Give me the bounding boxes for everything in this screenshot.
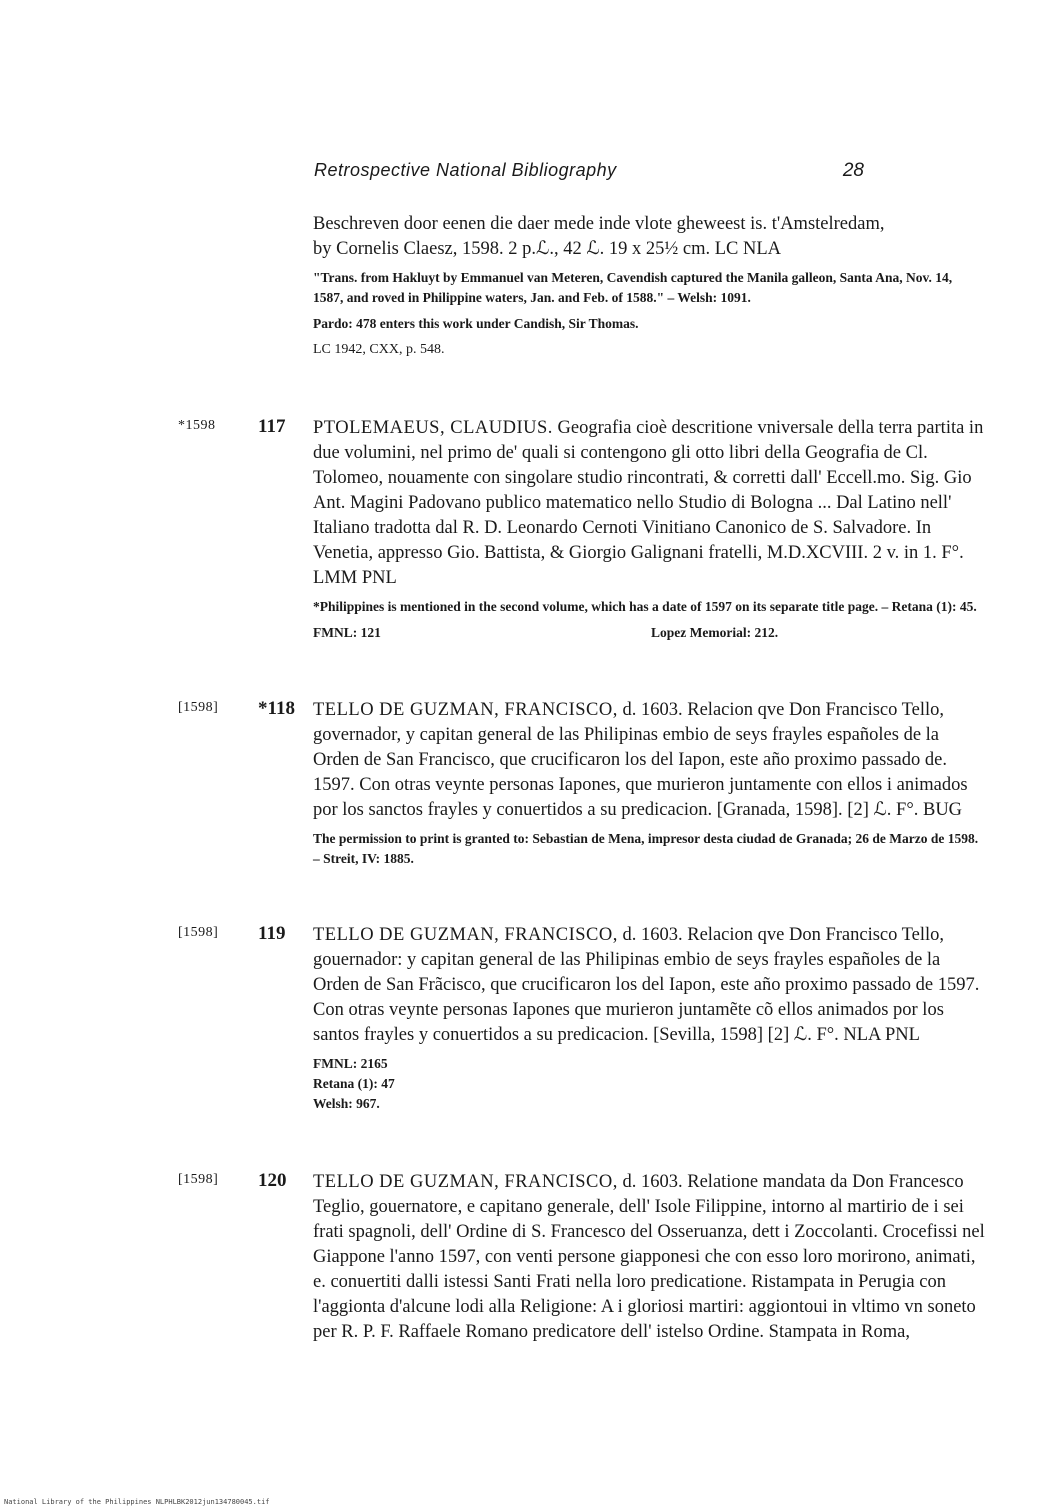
entry-body [313, 212, 985, 360]
entry-year: *1598 [178, 418, 216, 433]
entry-author: TELLO DE GUZMAN, FRANCISCO, [313, 1172, 618, 1192]
reference-line: Retana (1): 47 [313, 1076, 395, 1091]
entry-text [313, 923, 985, 1048]
continuation-note-2: Pardo: 478 enters this work under Candish, Sir Thomas. [313, 316, 639, 331]
reference-line: Welsh: 967. [313, 1096, 380, 1111]
entry-description: d. 1603. Relatione mandata da Don Francesco Teglio, gouernatore, e capitano generale, dell' Isole Filippine, intorno al martirio de i sei frati spagnoli, dell' Ordine di S. Francesco del Osseruanza, dett i Zoccolanti. Crocefissi nel Giappone l'anno 1597, con venti persone giapponesi che con esso loro morirono, animati, e. conuertiti dalli istessi Santi Frati nella loro predicatione. Ristampata in Perugia con l'aggionta d'alcune lodi alla Religione: A i gloriosi martiri: aggiontoui in vltimo vn soneto per R. P. F. Raffaele Romano predicatore dell' istelso Ordine. Stampata in Roma, [313, 1172, 985, 1342]
entry-number: 117 [258, 416, 286, 437]
reference-line: FMNL: 2165 [313, 1056, 388, 1071]
running-header [314, 160, 874, 186]
entry-author: PTOLEMAEUS, CLAUDIUS. [313, 418, 553, 438]
entry-text [313, 698, 985, 823]
entry-note: *Philippines is mentioned in the second volume, which has a date of 1597 on its separate title page. – Retana (1): 45. [313, 599, 977, 614]
entry-text [313, 416, 985, 591]
header-title: Retrospective National Bibliography [314, 160, 617, 180]
entry-description: Geografia cioè descritione vniversale della terra partita in due volumini, nel primo de' quali si contengono gli otto libri della Geografia de Cl. Tolomeo, nouamente con singolare studio rincontrati, & corretti dall' Eccell.mo. Sig. Gio Ant. Magini Padovano publico matematico nello Studio di Bologna ... Dal Latino nell' Italiano tradotta dal R. D. Leonardo Cernoti Vinitiano Canonico de S. Salvadore. In Venetia, appresso Gio. Battista, & Giorgio Galignani fratelli, M.D.XCVIII. 2 v. in 1. F°. LMM PNL [313, 418, 984, 588]
entry-year: [1598] [178, 700, 219, 715]
entry-body [313, 698, 985, 869]
reference-left: FMNL: 121 [313, 625, 381, 640]
entry-description: d. 1603. Relacion qve Don Francisco Tello, governador, y capitan general de las Philipinas embio de seys frayles españoles de la Orden de San Francisco, que crucificaron los del Iapon, este año proximo passado de. 1597. Con otras veynte personas Iapones, que murieron juntamente con ellos i animados por los sanctos frayles y conuertidos a su predicacion. [Granada, 1598]. [2] ℒ. F°. BUG [313, 700, 968, 820]
continuation-line-1: Beschreven door eenen die daer mede inde vlote gheweest is. t'Amstelredam, [313, 214, 885, 234]
entry-number: 119 [258, 923, 286, 944]
reference-right: Lopez Memorial: 212. [651, 625, 779, 640]
entry-body [313, 1170, 985, 1345]
continuation-line-2: by Cornelis Claesz, 1598. 2 p.ℒ., 42 ℒ. 19 x 25½ cm. LC NLA [313, 239, 782, 259]
entry-year: [1598] [178, 925, 219, 940]
entry-text [313, 1170, 985, 1345]
scan-footer: National Library of the Philippines NLPHLBK2012jun134780045.tif [4, 1498, 270, 1506]
entry-note: The permission to print is granted to: Sebastian de Mena, impresor desta ciudad de Granada; 26 de Marzo de 1598. – Streit, IV: 1885. [313, 831, 979, 866]
entry-number: *118 [258, 698, 295, 719]
continuation-note-3: LC 1942, CXX, p. 548. [313, 342, 445, 357]
entry-body [313, 416, 985, 645]
continuation-note-1: "Trans. from Hakluyt by Emmanuel van Meteren, Cavendish captured the Manila galleon, Santa Ana, Nov. 14, 1587, and roved in Philippine waters, Jan. and Feb. of 1588." – Welsh: 1091. [313, 270, 953, 305]
entry-number: 120 [258, 1170, 287, 1191]
entry-description: d. 1603. Relacion qve Don Francisco Tello, gouernador: y capitan general de las Philipinas embio de seys frayles españoles de la Orden de San Frãcisco, que crucificaron los del Iapon, este año proximo passado de 1597. Con otras veynte personas Iapones que murieron juntamẽte cõ ellos animados por los santos frayles y conuertidos a su predicacion. [Sevilla, 1598] [2] ℒ. F°. NLA PNL [313, 925, 980, 1045]
entry-references [313, 1054, 985, 1114]
entry-author: TELLO DE GUZMAN, FRANCISCO, [313, 700, 618, 720]
page-number: 28 [842, 160, 864, 181]
entry-year: [1598] [178, 1172, 219, 1187]
entry-author: TELLO DE GUZMAN, FRANCISCO, [313, 925, 618, 945]
entry-body [313, 923, 985, 1114]
entry-references [313, 625, 985, 645]
